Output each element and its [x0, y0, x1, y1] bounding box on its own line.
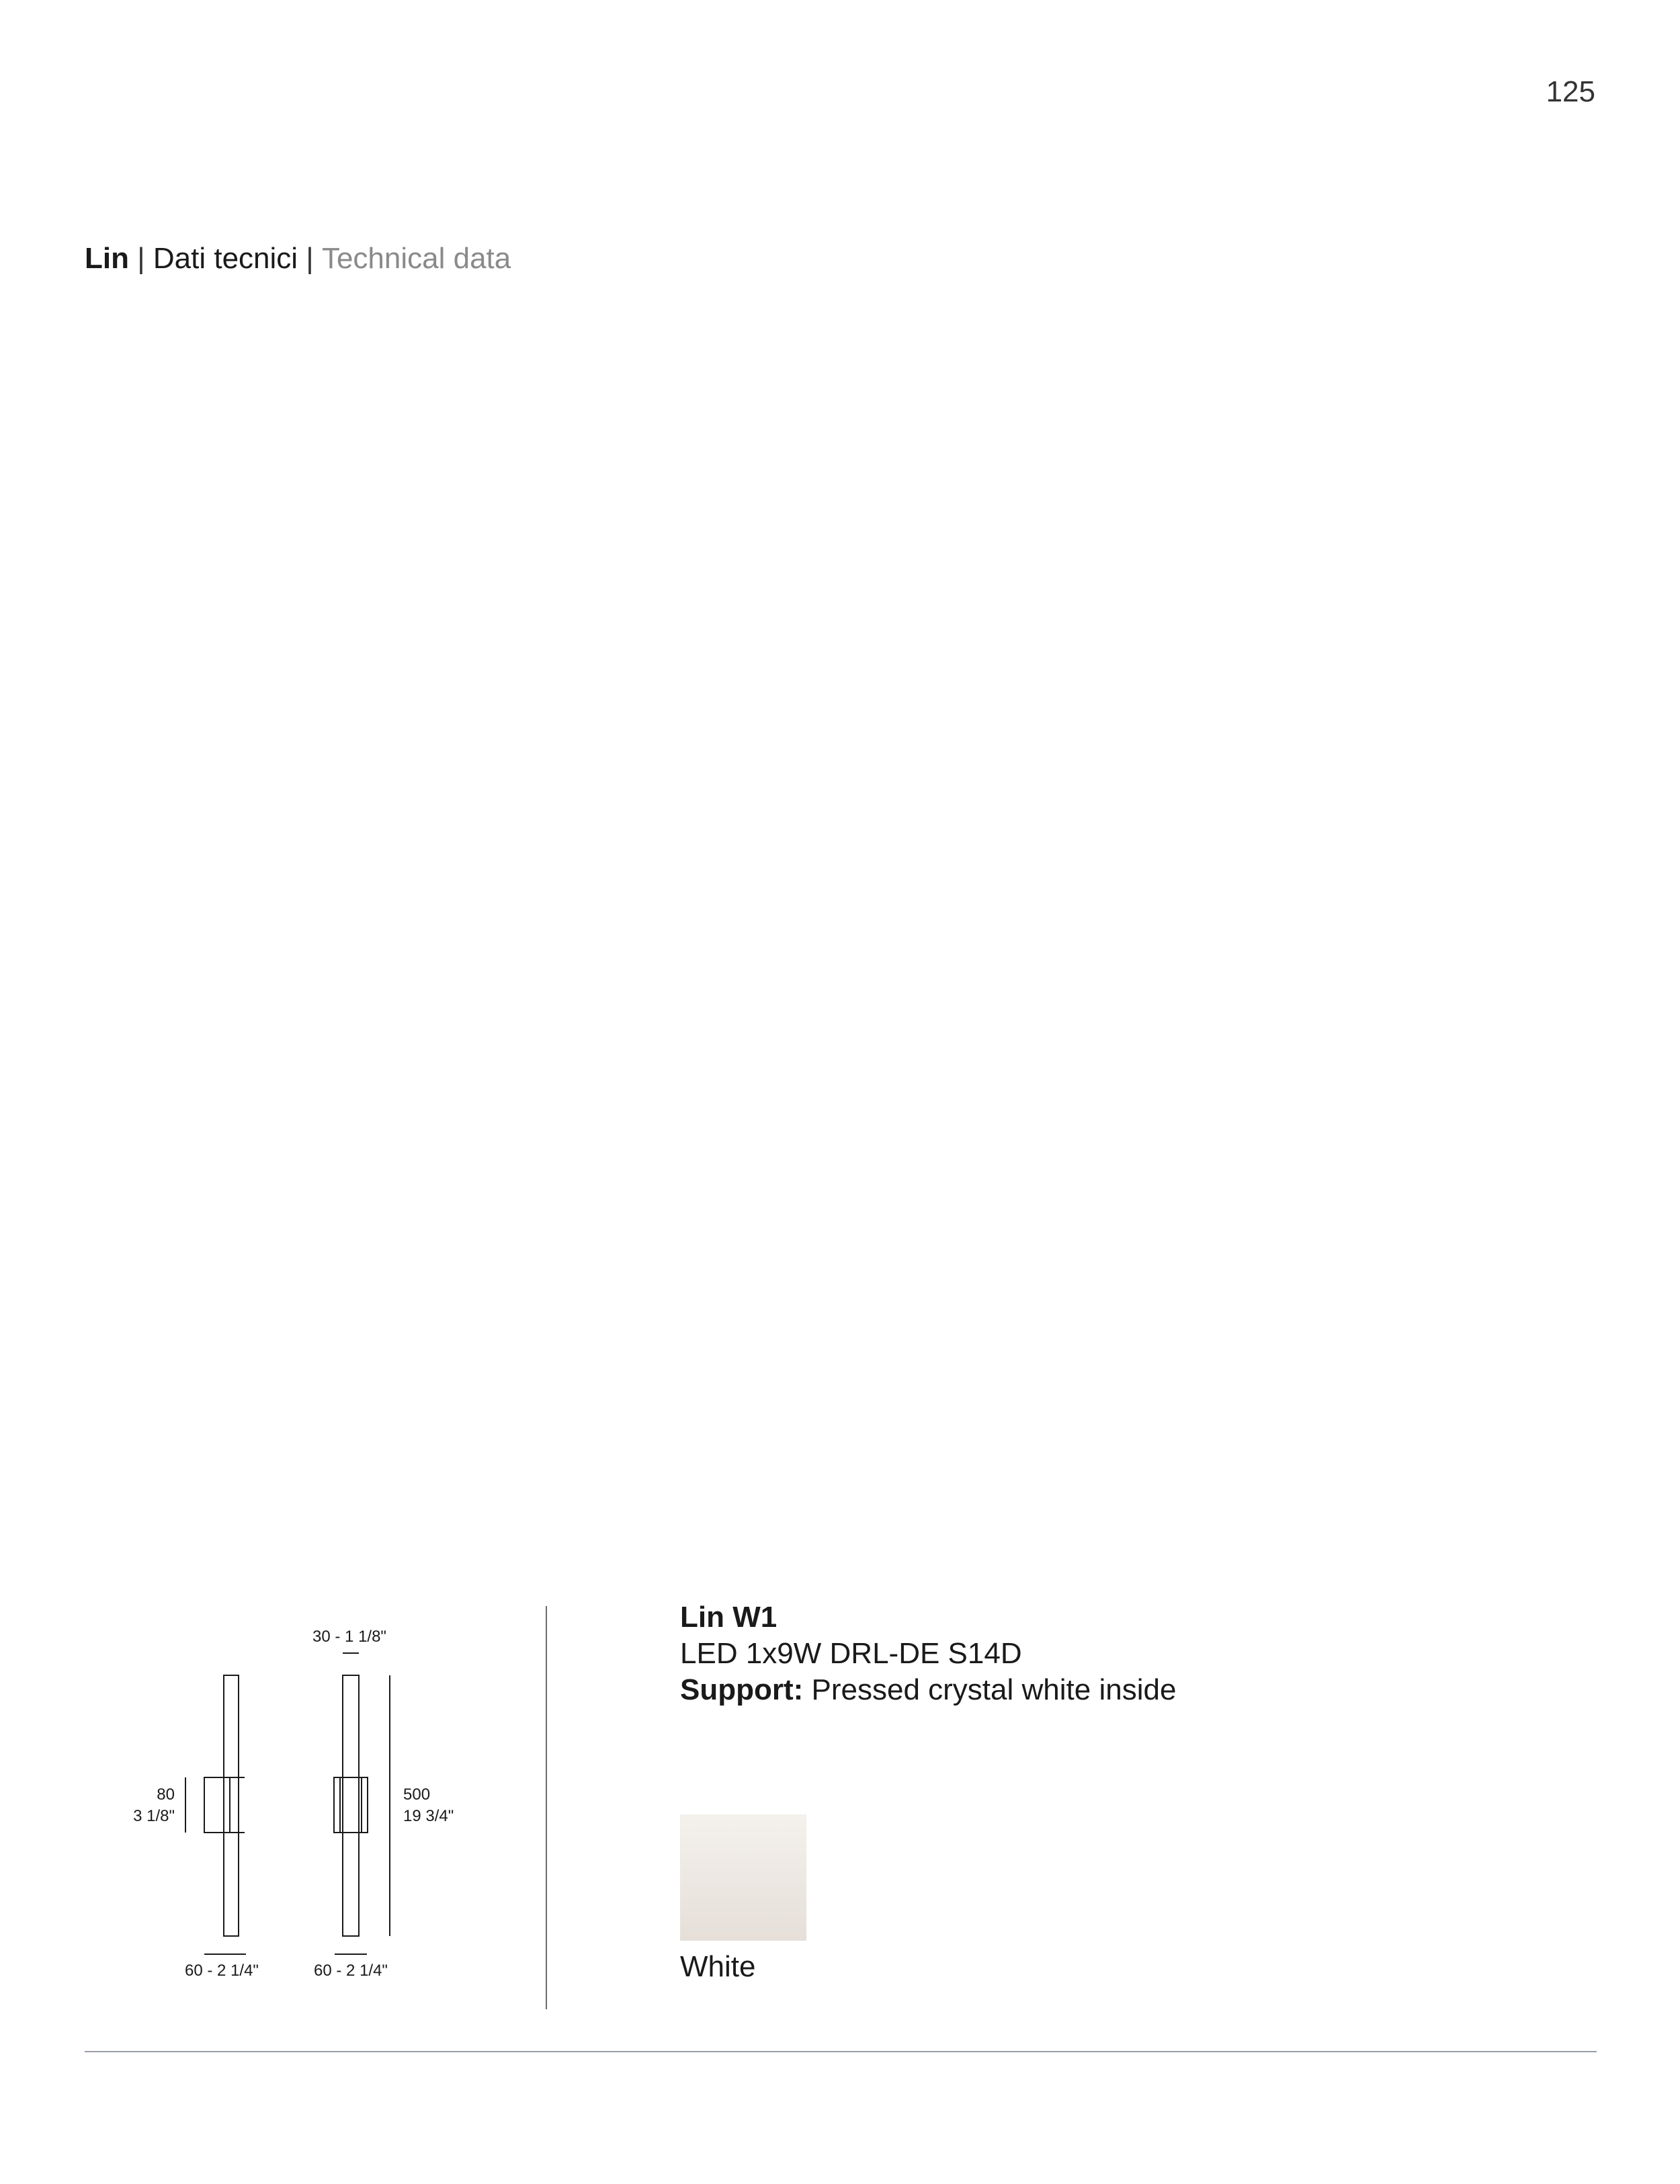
product-lamp-spec: LED 1x9W DRL-DE S14D — [680, 1637, 1022, 1670]
vertical-divider — [546, 1606, 547, 2009]
dim-total-height-in: 19 3/4" — [403, 1807, 454, 1825]
finish-swatch-white — [680, 1814, 806, 1941]
product-name: Lin W1 — [680, 1601, 778, 1634]
title-italian: Dati tecnici — [153, 242, 298, 275]
title-separator: | — [128, 242, 153, 275]
dim-bottom-width-right: 60 - 2 1/4" — [314, 1962, 388, 1980]
support-label: Support: — [680, 1673, 804, 1706]
support-value: Pressed crystal white inside — [803, 1673, 1177, 1706]
finish-label: White — [680, 1950, 756, 1983]
horizontal-divider — [85, 2051, 1597, 2052]
dim-side-height-mm: 80 — [157, 1786, 175, 1804]
title-separator: | — [298, 242, 322, 275]
title-product: Lin — [85, 242, 129, 275]
product-support — [680, 1672, 1554, 1708]
page-title — [85, 242, 511, 276]
dim-total-height-mm: 500 — [403, 1786, 431, 1804]
title-english: Technical data — [321, 242, 511, 275]
page-number: 125 — [1546, 75, 1595, 108]
front-view-drawing — [334, 1653, 390, 1954]
product-info — [680, 1599, 1554, 1708]
dim-top-width: 30 - 1 1/8" — [312, 1628, 386, 1646]
side-view-drawing — [185, 1675, 246, 1954]
dim-side-height-in: 3 1/8" — [133, 1807, 175, 1825]
dim-bottom-width-left: 60 - 2 1/4" — [185, 1962, 259, 1980]
